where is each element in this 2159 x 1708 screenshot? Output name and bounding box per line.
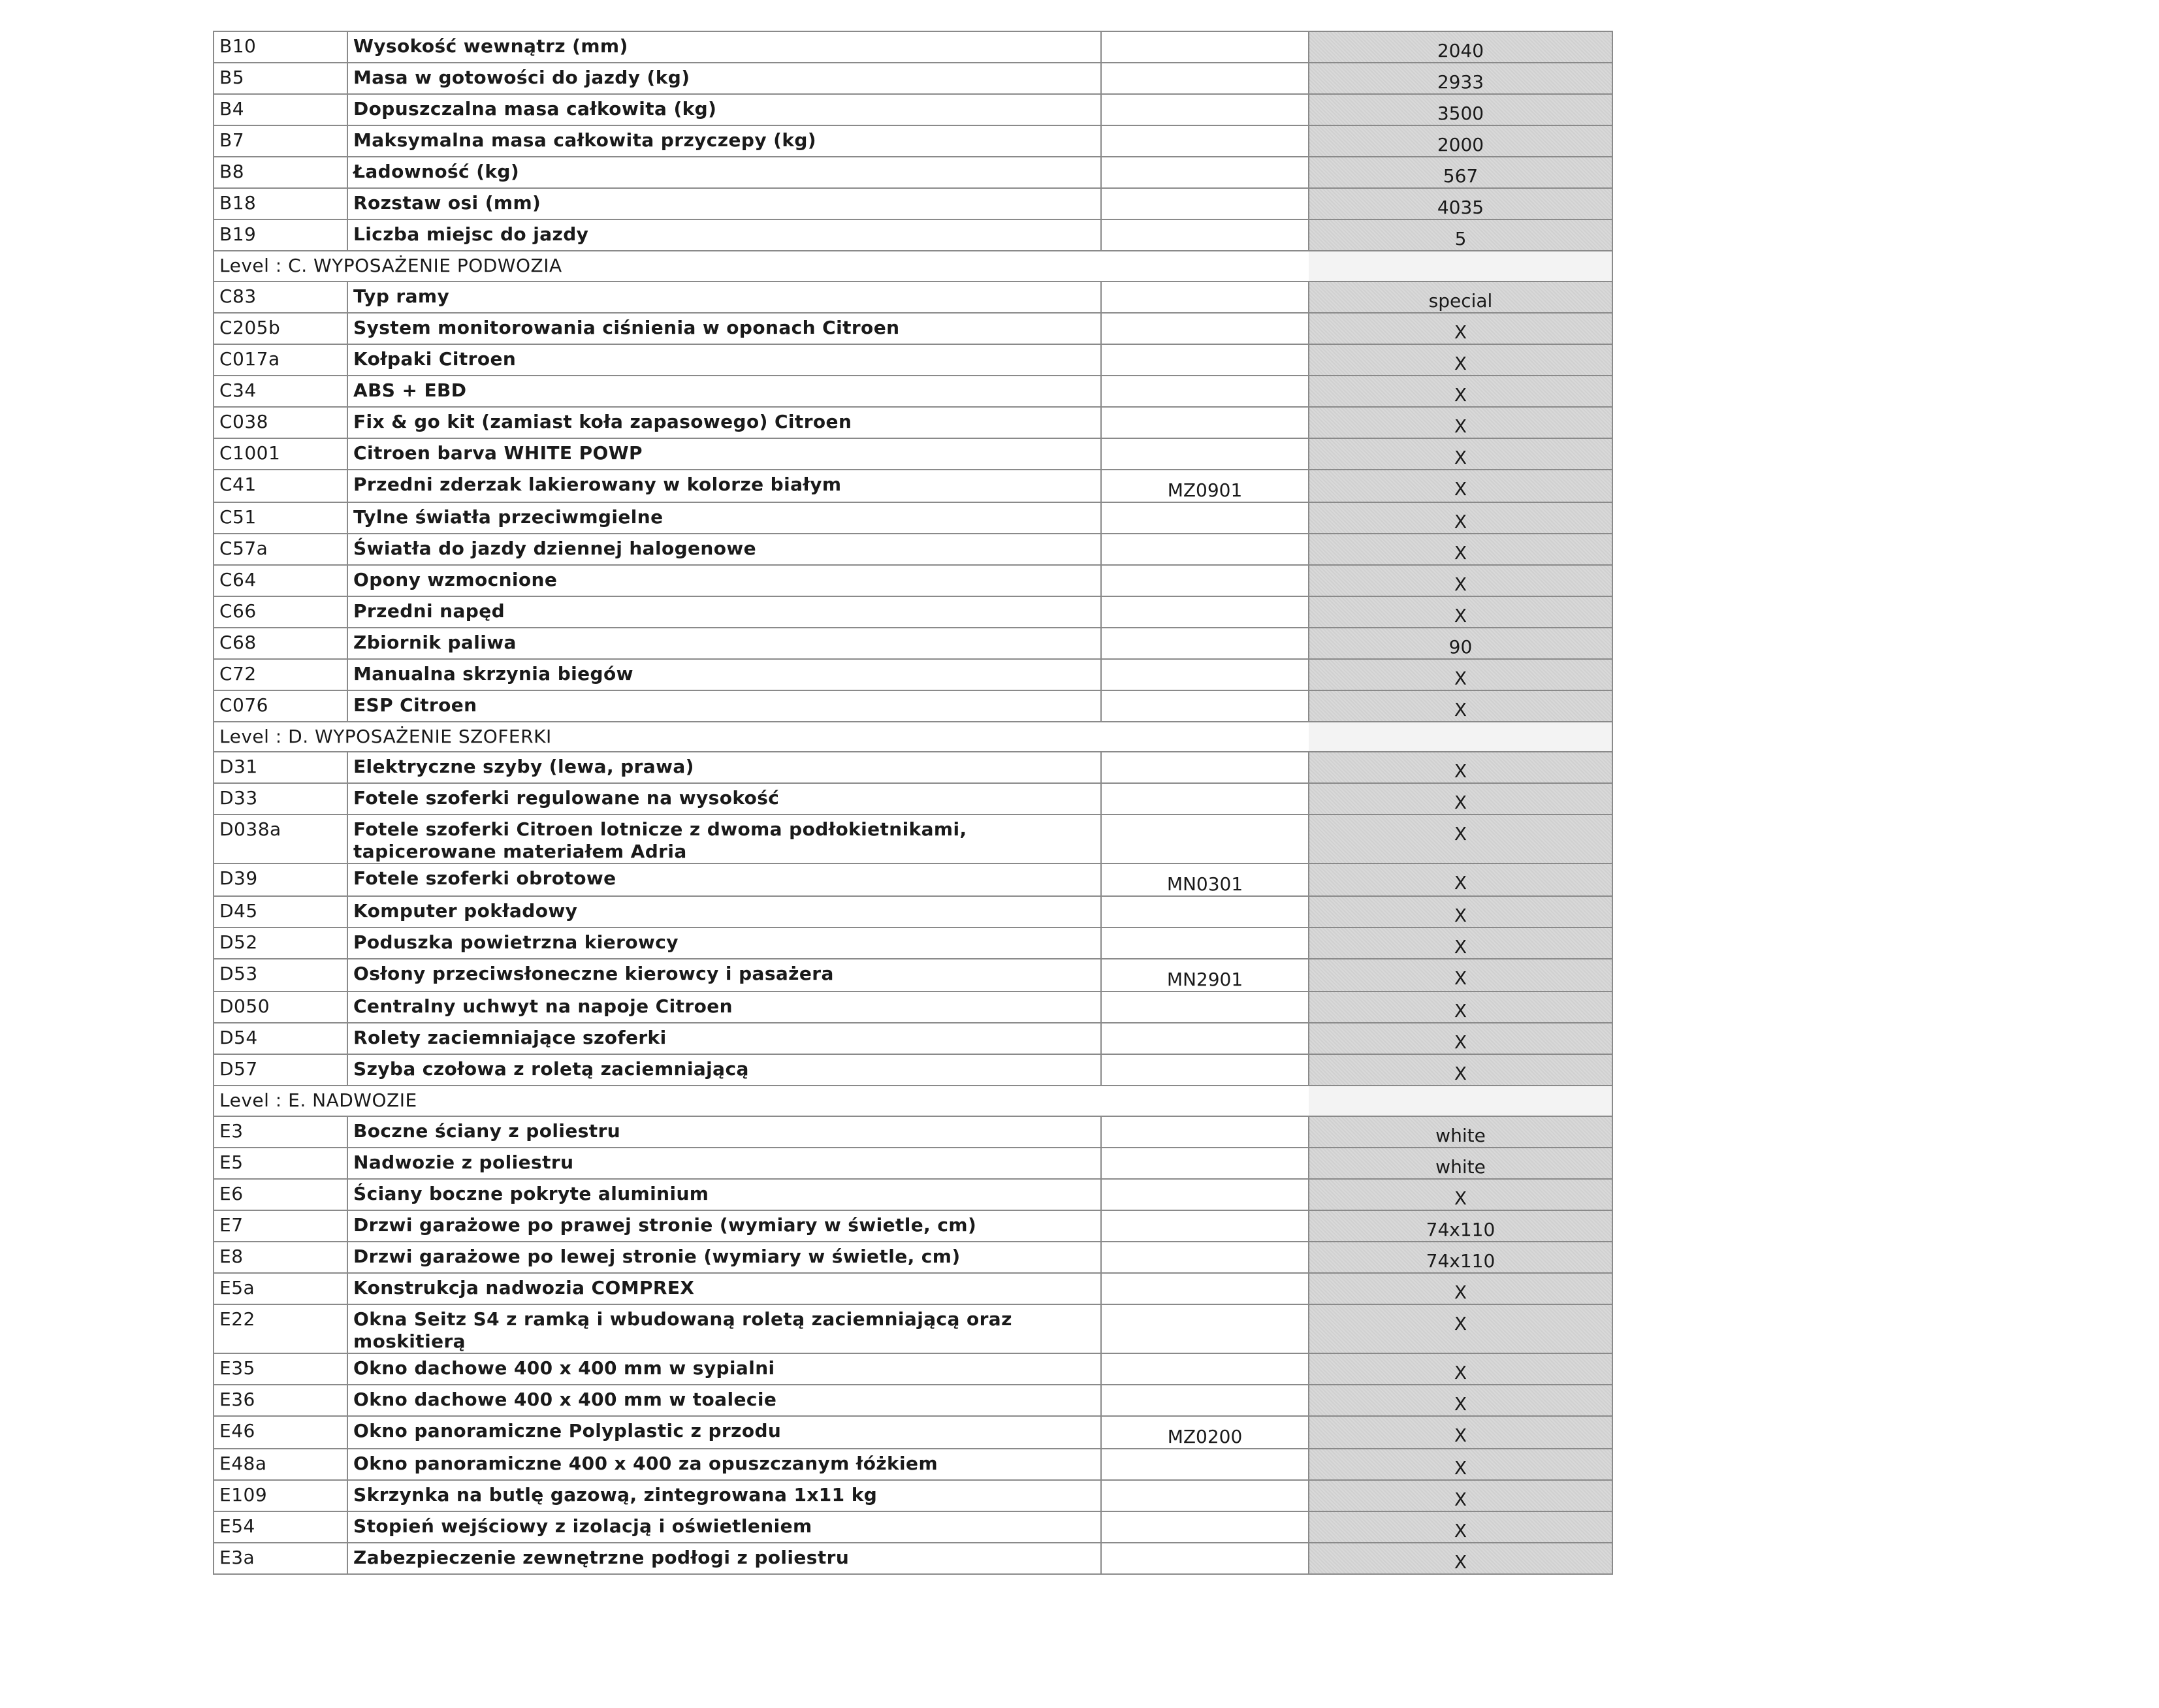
value-cell: X: [1309, 1416, 1612, 1449]
level-header-label: Level : D. WYPOSAŻENIE SZOFERKI: [214, 722, 1101, 752]
option-code-cell: [1101, 596, 1309, 628]
value-cell: 2000: [1309, 125, 1612, 157]
value-cell: X: [1309, 502, 1612, 534]
option-code-cell: MZ0200: [1101, 1416, 1309, 1449]
option-code-cell: [1101, 752, 1309, 783]
option-code-cell: [1101, 1179, 1309, 1210]
description-cell: Konstrukcja nadwozia COMPREX: [347, 1273, 1101, 1304]
code-cell: E5: [214, 1148, 347, 1179]
value-cell: 90: [1309, 628, 1612, 659]
option-code-cell: [1101, 188, 1309, 219]
option-code-cell: [1101, 157, 1309, 188]
table-row: [214, 1511, 1612, 1543]
value-cell: white: [1309, 1116, 1612, 1148]
table-row: [214, 927, 1612, 959]
option-code-cell: [1101, 534, 1309, 565]
option-code-cell: [1101, 1511, 1309, 1543]
value-cell: X: [1309, 313, 1612, 344]
code-cell: C41: [214, 470, 347, 502]
level-header-value-cell: [1309, 1086, 1612, 1116]
equipment-table-body: [214, 31, 1612, 1574]
option-code-cell: [1101, 1273, 1309, 1304]
description-cell: Fotele szoferki regulowane na wysokość: [347, 783, 1101, 814]
table-row: [214, 565, 1612, 596]
description-cell: Stopień wejściowy z izolacją i oświetleniem: [347, 1511, 1101, 1543]
description-cell: Okno panoramiczne Polyplastic z przodu: [347, 1416, 1101, 1449]
description-cell: Okna Seitz S4 z ramką i wbudowaną roletą zaciemniającą oraz moskitierą: [347, 1304, 1101, 1353]
option-code-cell: MN0301: [1101, 863, 1309, 896]
description-cell: Tylne światła przeciwmgielne: [347, 502, 1101, 534]
table-row: [214, 313, 1612, 344]
value-cell: 2933: [1309, 63, 1612, 94]
table-row: [214, 814, 1612, 863]
value-cell: X: [1309, 1385, 1612, 1416]
option-code-cell: [1101, 344, 1309, 376]
description-cell: Nadwozie z poliestru: [347, 1148, 1101, 1179]
description-cell: Maksymalna masa całkowita przyczepy (kg): [347, 125, 1101, 157]
value-cell: X: [1309, 1543, 1612, 1574]
code-cell: D39: [214, 863, 347, 896]
option-code-cell: [1101, 1023, 1309, 1054]
description-cell: ABS + EBD: [347, 376, 1101, 407]
table-row: [214, 1054, 1612, 1086]
table-row: [214, 502, 1612, 534]
option-code-cell: [1101, 659, 1309, 690]
description-cell: Zabezpieczenie zewnętrzne podłogi z poliestru: [347, 1543, 1101, 1574]
option-code-cell: [1101, 219, 1309, 251]
description-cell: Kołpaki Citroen: [347, 344, 1101, 376]
table-row: [214, 863, 1612, 896]
table-row: [214, 125, 1612, 157]
code-cell: E46: [214, 1416, 347, 1449]
option-code-cell: [1101, 565, 1309, 596]
option-code-cell: [1101, 628, 1309, 659]
description-cell: Fotele szoferki Citroen lotnicze z dwoma podłokietnikami, tapicerowane materiałem Adria: [347, 814, 1101, 863]
value-cell: X: [1309, 596, 1612, 628]
description-cell: Centralny uchwyt na napoje Citroen: [347, 991, 1101, 1023]
value-cell: 567: [1309, 157, 1612, 188]
value-cell: X: [1309, 814, 1612, 863]
option-code-cell: [1101, 1210, 1309, 1242]
option-code-cell: [1101, 814, 1309, 863]
value-cell: X: [1309, 1023, 1612, 1054]
table-row: [214, 1242, 1612, 1273]
code-cell: B4: [214, 94, 347, 125]
code-cell: C51: [214, 502, 347, 534]
code-cell: E7: [214, 1210, 347, 1242]
option-code-cell: [1101, 63, 1309, 94]
option-code-cell: [1101, 1449, 1309, 1480]
table-row: [214, 783, 1612, 814]
description-cell: Zbiornik paliwa: [347, 628, 1101, 659]
value-cell: 5: [1309, 219, 1612, 251]
table-row: [214, 959, 1612, 991]
table-row: [214, 157, 1612, 188]
description-cell: Ściany boczne pokryte aluminium: [347, 1179, 1101, 1210]
description-cell: Poduszka powietrzna kierowcy: [347, 927, 1101, 959]
option-code-cell: [1101, 282, 1309, 313]
table-row: [214, 752, 1612, 783]
description-cell: System monitorowania ciśnienia w oponach Citroen: [347, 313, 1101, 344]
table-row: [214, 690, 1612, 722]
code-cell: C68: [214, 628, 347, 659]
value-cell: X: [1309, 376, 1612, 407]
level-header-row: [214, 722, 1612, 752]
description-cell: Typ ramy: [347, 282, 1101, 313]
value-cell: X: [1309, 752, 1612, 783]
table-row: [214, 1416, 1612, 1449]
code-cell: B7: [214, 125, 347, 157]
option-code-cell: [1101, 690, 1309, 722]
value-cell: X: [1309, 896, 1612, 927]
description-cell: Dopuszczalna masa całkowita (kg): [347, 94, 1101, 125]
value-cell: white: [1309, 1148, 1612, 1179]
option-code-cell: MZ0901: [1101, 470, 1309, 502]
option-code-cell: [1101, 927, 1309, 959]
description-cell: Masa w gotowości do jazdy (kg): [347, 63, 1101, 94]
description-cell: Okno dachowe 400 x 400 mm w sypialni: [347, 1353, 1101, 1385]
value-cell: X: [1309, 1511, 1612, 1543]
level-header-label: Level : E. NADWOZIE: [214, 1086, 1101, 1116]
option-code-cell: [1101, 502, 1309, 534]
code-cell: C57a: [214, 534, 347, 565]
description-cell: Elektryczne szyby (lewa, prawa): [347, 752, 1101, 783]
code-cell: B8: [214, 157, 347, 188]
table-row: [214, 991, 1612, 1023]
table-row: [214, 344, 1612, 376]
value-cell: X: [1309, 470, 1612, 502]
table-row: [214, 1148, 1612, 1179]
code-cell: C076: [214, 690, 347, 722]
level-header-spacer: [1101, 722, 1309, 752]
option-code-cell: MN2901: [1101, 959, 1309, 991]
table-row: [214, 407, 1612, 438]
table-row: [214, 659, 1612, 690]
code-cell: E3: [214, 1116, 347, 1148]
description-cell: Liczba miejsc do jazdy: [347, 219, 1101, 251]
level-header-label: Level : C. WYPOSAŻENIE PODWOZIA: [214, 251, 1101, 282]
option-code-cell: [1101, 783, 1309, 814]
table-row: [214, 1179, 1612, 1210]
table-row: [214, 376, 1612, 407]
value-cell: 74x110: [1309, 1242, 1612, 1273]
code-cell: E109: [214, 1480, 347, 1511]
description-cell: Szyba czołowa z roletą zaciemniającą: [347, 1054, 1101, 1086]
description-cell: Boczne ściany z poliestru: [347, 1116, 1101, 1148]
description-cell: Ładowność (kg): [347, 157, 1101, 188]
description-cell: Drzwi garażowe po prawej stronie (wymiary w świetle, cm): [347, 1210, 1101, 1242]
table-row: [214, 1385, 1612, 1416]
table-row: [214, 438, 1612, 470]
option-code-cell: [1101, 125, 1309, 157]
description-cell: Przedni napęd: [347, 596, 1101, 628]
code-cell: D31: [214, 752, 347, 783]
option-code-cell: [1101, 1543, 1309, 1574]
option-code-cell: [1101, 1304, 1309, 1353]
option-code-cell: [1101, 313, 1309, 344]
level-header-spacer: [1101, 251, 1309, 282]
level-header-value-cell: [1309, 251, 1612, 282]
value-cell: special: [1309, 282, 1612, 313]
value-cell: X: [1309, 344, 1612, 376]
table-row: [214, 1449, 1612, 1480]
code-cell: C64: [214, 565, 347, 596]
code-cell: E48a: [214, 1449, 347, 1480]
table-row: [214, 219, 1612, 251]
table-row: [214, 31, 1612, 63]
code-cell: D45: [214, 896, 347, 927]
code-cell: C83: [214, 282, 347, 313]
code-cell: C017a: [214, 344, 347, 376]
value-cell: X: [1309, 1353, 1612, 1385]
level-header-row: [214, 1086, 1612, 1116]
table-row: [214, 1023, 1612, 1054]
description-cell: Światła do jazdy dziennej halogenowe: [347, 534, 1101, 565]
code-cell: D57: [214, 1054, 347, 1086]
value-cell: 3500: [1309, 94, 1612, 125]
option-code-cell: [1101, 1353, 1309, 1385]
code-cell: D52: [214, 927, 347, 959]
description-cell: Rolety zaciemniające szoferki: [347, 1023, 1101, 1054]
option-code-cell: [1101, 896, 1309, 927]
level-header-value-cell: [1309, 722, 1612, 752]
table-row: [214, 534, 1612, 565]
code-cell: C038: [214, 407, 347, 438]
description-cell: Citroen barva WHITE POWP: [347, 438, 1101, 470]
option-code-cell: [1101, 1385, 1309, 1416]
description-cell: Okno panoramiczne 400 x 400 za opuszczanym łóżkiem: [347, 1449, 1101, 1480]
value-cell: X: [1309, 534, 1612, 565]
description-cell: Komputer pokładowy: [347, 896, 1101, 927]
value-cell: X: [1309, 959, 1612, 991]
code-cell: E36: [214, 1385, 347, 1416]
value-cell: X: [1309, 1304, 1612, 1353]
option-code-cell: [1101, 407, 1309, 438]
description-cell: Skrzynka na butlę gazową, zintegrowana 1x11 kg: [347, 1480, 1101, 1511]
value-cell: X: [1309, 1054, 1612, 1086]
description-cell: Okno dachowe 400 x 400 mm w toalecie: [347, 1385, 1101, 1416]
description-cell: Fix & go kit (zamiast koła zapasowego) Citroen: [347, 407, 1101, 438]
code-cell: C205b: [214, 313, 347, 344]
table-row: [214, 628, 1612, 659]
table-row: [214, 1480, 1612, 1511]
code-cell: E35: [214, 1353, 347, 1385]
code-cell: B10: [214, 31, 347, 63]
code-cell: D54: [214, 1023, 347, 1054]
table-row: [214, 282, 1612, 313]
value-cell: X: [1309, 407, 1612, 438]
equipment-table: [213, 31, 1613, 1575]
description-cell: Wysokość wewnątrz (mm): [347, 31, 1101, 63]
table-row: [214, 470, 1612, 502]
code-cell: D050: [214, 991, 347, 1023]
description-cell: Rozstaw osi (mm): [347, 188, 1101, 219]
code-cell: E6: [214, 1179, 347, 1210]
option-code-cell: [1101, 991, 1309, 1023]
value-cell: 2040: [1309, 31, 1612, 63]
code-cell: D038a: [214, 814, 347, 863]
option-code-cell: [1101, 31, 1309, 63]
code-cell: C72: [214, 659, 347, 690]
code-cell: C66: [214, 596, 347, 628]
code-cell: E5a: [214, 1273, 347, 1304]
table-row: [214, 188, 1612, 219]
code-cell: D33: [214, 783, 347, 814]
value-cell: X: [1309, 863, 1612, 896]
value-cell: X: [1309, 1480, 1612, 1511]
value-cell: 4035: [1309, 188, 1612, 219]
description-cell: Manualna skrzynia biegów: [347, 659, 1101, 690]
option-code-cell: [1101, 1054, 1309, 1086]
code-cell: C34: [214, 376, 347, 407]
description-cell: Przedni zderzak lakierowany w kolorze białym: [347, 470, 1101, 502]
code-cell: B18: [214, 188, 347, 219]
value-cell: X: [1309, 690, 1612, 722]
option-code-cell: [1101, 1480, 1309, 1511]
option-code-cell: [1101, 1116, 1309, 1148]
value-cell: X: [1309, 1179, 1612, 1210]
table-row: [214, 596, 1612, 628]
description-cell: ESP Citroen: [347, 690, 1101, 722]
code-cell: D53: [214, 959, 347, 991]
value-cell: X: [1309, 565, 1612, 596]
level-header-row: [214, 251, 1612, 282]
description-cell: Opony wzmocnione: [347, 565, 1101, 596]
option-code-cell: [1101, 1242, 1309, 1273]
option-code-cell: [1101, 1148, 1309, 1179]
value-cell: X: [1309, 783, 1612, 814]
value-cell: X: [1309, 927, 1612, 959]
code-cell: E3a: [214, 1543, 347, 1574]
table-row: [214, 1353, 1612, 1385]
code-cell: E22: [214, 1304, 347, 1353]
value-cell: X: [1309, 438, 1612, 470]
description-cell: Drzwi garażowe po lewej stronie (wymiary w świetle, cm): [347, 1242, 1101, 1273]
code-cell: B19: [214, 219, 347, 251]
table-row: [214, 896, 1612, 927]
value-cell: X: [1309, 659, 1612, 690]
code-cell: B5: [214, 63, 347, 94]
value-cell: X: [1309, 991, 1612, 1023]
table-row: [214, 63, 1612, 94]
table-row: [214, 1273, 1612, 1304]
code-cell: E8: [214, 1242, 347, 1273]
table-row: [214, 1543, 1612, 1574]
option-code-cell: [1101, 376, 1309, 407]
value-cell: X: [1309, 1273, 1612, 1304]
table-row: [214, 94, 1612, 125]
code-cell: E54: [214, 1511, 347, 1543]
level-header-spacer: [1101, 1086, 1309, 1116]
table-row: [214, 1210, 1612, 1242]
table-row: [214, 1304, 1612, 1353]
value-cell: X: [1309, 1449, 1612, 1480]
option-code-cell: [1101, 438, 1309, 470]
description-cell: Osłony przeciwsłoneczne kierowcy i pasażera: [347, 959, 1101, 991]
option-code-cell: [1101, 94, 1309, 125]
description-cell: Fotele szoferki obrotowe: [347, 863, 1101, 896]
table-row: [214, 1116, 1612, 1148]
value-cell: 74x110: [1309, 1210, 1612, 1242]
code-cell: C1001: [214, 438, 347, 470]
